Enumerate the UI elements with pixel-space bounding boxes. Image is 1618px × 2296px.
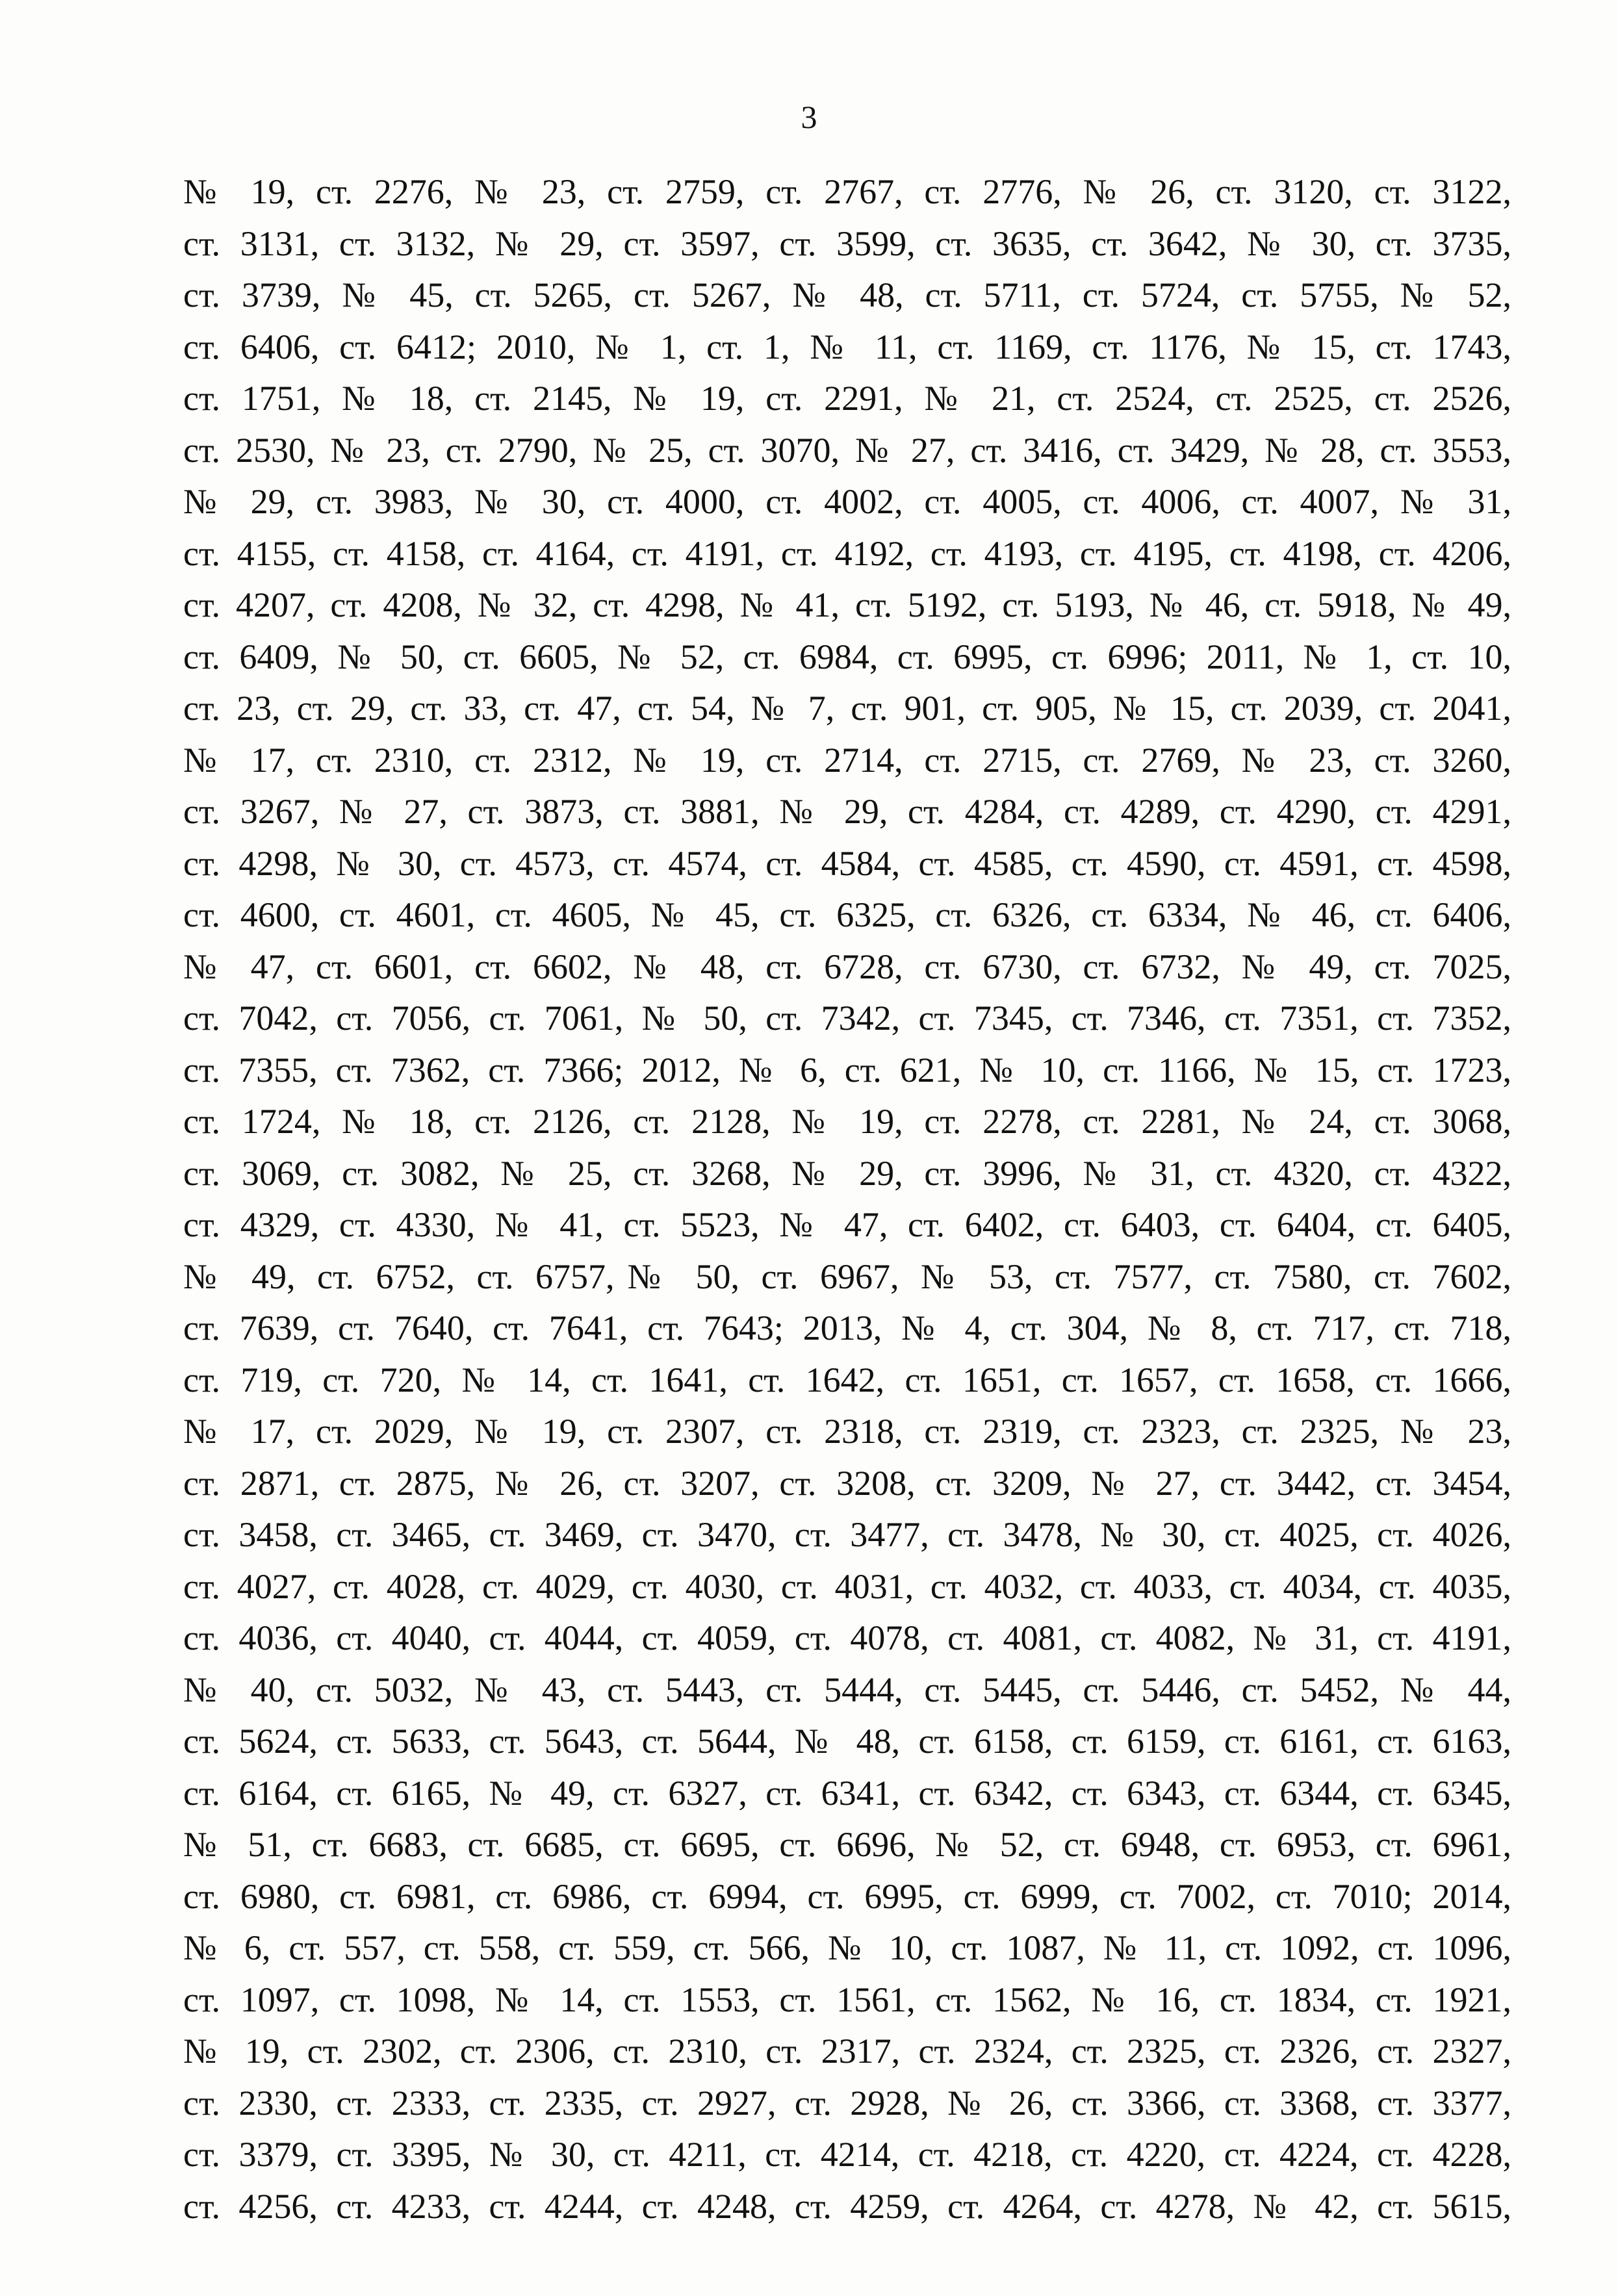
text-line-37: № 19, ст. 2302, ст. 2306, ст. 2310, ст. 2317, ст. 2324, ст. 2325, ст. 2326, ст. 2327, [183,2032,1511,2071]
text-line-6: ст. 2530, № 23, ст. 2790, № 25, ст. 3070, № 27, ст. 3416, ст. 3429, № 28, ст. 3553, [183,430,1511,470]
text-line-24: ст. 719, ст. 720, № 14, ст. 1641, ст. 1642, ст. 1651, ст. 1657, ст. 1658, ст. 1666, [183,1360,1511,1399]
text-line-20: ст. 3069, ст. 3082, № 25, ст. 3268, № 29, ст. 3996, № 31, ст. 4320, ст. 4322, [183,1153,1511,1193]
text-line-15: ст. 4600, ст. 4601, ст. 4605, № 45, ст. 6325, ст. 6326, ст. 6334, № 46, ст. 6406, [183,895,1511,934]
text-line-10: ст. 6409, № 50, ст. 6605, № 52, ст. 6984, ст. 6995, ст. 6996; 2011, № 1, ст. 10, [183,637,1511,676]
text-line-5: ст. 1751, № 18, ст. 2145, № 19, ст. 2291, № 21, ст. 2524, ст. 2525, ст. 2526, [183,379,1511,418]
text-line-4: ст. 6406, ст. 6412; 2010, № 1, ст. 1, № 11, ст. 1169, ст. 1176, № 15, ст. 1743, [183,327,1511,366]
text-line-30: № 40, ст. 5032, № 43, ст. 5443, ст. 5444, ст. 5445, ст. 5446, ст. 5452, № 44, [183,1670,1511,1709]
text-line-34: ст. 6980, ст. 6981, ст. 6986, ст. 6994, ст. 6995, ст. 6999, ст. 7002, ст. 7010; 2014, [183,1876,1511,1916]
text-line-21: ст. 4329, ст. 4330, № 41, ст. 5523, № 47, ст. 6402, ст. 6403, ст. 6404, ст. 6405, [183,1205,1511,1244]
citation-text-block [183,166,1511,2232]
text-line-22: № 49, ст. 6752, ст. 6757,№ 50, ст. 6967, № 53, ст. 7577, ст. 7580, ст. 7602, [183,1256,1511,1296]
text-line-1: № 19, ст. 2276, № 23, ст. 2759, ст. 2767, ст. 2776, № 26, ст. 3120, ст. 3122, [183,172,1511,211]
text-line-38: ст. 2330, ст. 2333, ст. 2335, ст. 2927, ст. 2928, № 26, ст. 3366, ст. 3368, ст. 3377, [183,2083,1511,2123]
page-number: 3 [801,99,817,135]
text-line-7: № 29, ст. 3983, № 30, ст. 4000, ст. 4002, ст. 4005, ст. 4006, ст. 4007, № 31, [183,482,1511,521]
text-line-13: ст. 3267, № 27, ст. 3873, ст. 3881, № 29, ст. 4284, ст. 4289, ст. 4290, ст. 4291, [183,792,1511,831]
text-line-12: № 17, ст. 2310, ст. 2312, № 19, ст. 2714, ст. 2715, ст. 2769, № 23, ст. 3260, [183,740,1511,780]
text-line-40: ст. 4256, ст. 4233, ст. 4244, ст. 4248, ст. 4259, ст. 4264, ст. 4278, № 42, ст. 5615, [183,2186,1511,2226]
text-line-25: № 17, ст. 2029, № 19, ст. 2307, ст. 2318, ст. 2319, ст. 2323, ст. 2325, № 23, [183,1412,1511,1451]
text-line-3: ст. 3739, № 45, ст. 5265, ст. 5267, № 48, ст. 5711, ст. 5724, ст. 5755, № 52, [183,275,1511,314]
text-line-11: ст. 23, ст. 29, ст. 33, ст. 47, ст. 54, № 7, ст. 901, ст. 905, № 15, ст. 2039, ст. 2041, [183,689,1511,728]
text-line-27: ст. 3458, ст. 3465, ст. 3469, ст. 3470, ст. 3477, ст. 3478, № 30, ст. 4025, ст. 4026, [183,1515,1511,1554]
text-line-17: ст. 7042, ст. 7056, ст. 7061, № 50, ст. 7342, ст. 7345, ст. 7346, ст. 7351, ст. 7352, [183,999,1511,1038]
text-line-19: ст. 1724, № 18, ст. 2126, ст. 2128, № 19, ст. 2278, ст. 2281, № 24, ст. 3068, [183,1102,1511,1141]
text-line-16: № 47, ст. 6601, ст. 6602, № 48, ст. 6728, ст. 6730, ст. 6732, № 49, ст. 7025, [183,947,1511,986]
text-line-14: ст. 4298, № 30, ст. 4573, ст. 4574, ст. 4584, ст. 4585, ст. 4590, ст. 4591, ст. 4598, [183,843,1511,883]
text-line-35: № 6, ст. 557, ст. 558, ст. 559, ст. 566, № 10, ст. 1087, № 11, ст. 1092, ст. 1096, [183,1928,1511,1967]
text-line-9: ст. 4207, ст. 4208, № 32, ст. 4298, № 41, ст. 5192, ст. 5193, № 46, ст. 5918, № 49, [183,585,1511,624]
text-line-28: ст. 4027, ст. 4028, ст. 4029, ст. 4030, ст. 4031, ст. 4032, ст. 4033, ст. 4034, ст. 4035, [183,1566,1511,1606]
text-line-31: ст. 5624, ст. 5633, ст. 5643, ст. 5644, № 48, ст. 6158, ст. 6159, ст. 6161, ст. 6163, [183,1722,1511,1761]
text-line-26: ст. 2871, ст. 2875, № 26, ст. 3207, ст. 3208, ст. 3209, № 27, ст. 3442, ст. 3454, [183,1463,1511,1503]
text-line-23: ст. 7639, ст. 7640, ст. 7641, ст. 7643; 2013, № 4, ст. 304, № 8, ст. 717, ст. 718, [183,1308,1511,1347]
text-line-18: ст. 7355, ст. 7362, ст. 7366; 2012, № 6, ст. 621, № 10, ст. 1166, № 15, ст. 1723, [183,1050,1511,1090]
text-line-2: ст. 3131, ст. 3132, № 29, ст. 3597, ст. 3599, ст. 3635, ст. 3642, № 30, ст. 3735, [183,223,1511,263]
text-line-32: ст. 6164, ст. 6165, № 49, ст. 6327, ст. 6341, ст. 6342, ст. 6343, ст. 6344, ст. 6345, [183,1773,1511,1813]
text-line-29: ст. 4036, ст. 4040, ст. 4044, ст. 4059, ст. 4078, ст. 4081, ст. 4082, № 31, ст. 4191, [183,1618,1511,1657]
text-line-39: ст. 3379, ст. 3395, № 30, ст. 4211, ст. 4214, ст. 4218, ст. 4220, ст. 4224, ст. 4228, [183,2135,1511,2174]
text-line-33: № 51, ст. 6683, ст. 6685, ст. 6695, ст. 6696, № 52, ст. 6948, ст. 6953, ст. 6961, [183,1825,1511,1864]
text-line-8: ст. 4155, ст. 4158, ст. 4164, ст. 4191, ст. 4192, ст. 4193, ст. 4195, ст. 4198, ст. 4206, [183,533,1511,573]
text-line-36: ст. 1097, ст. 1098, № 14, ст. 1553, ст. 1561, ст. 1562, № 16, ст. 1834, ст. 1921, [183,1980,1511,2019]
